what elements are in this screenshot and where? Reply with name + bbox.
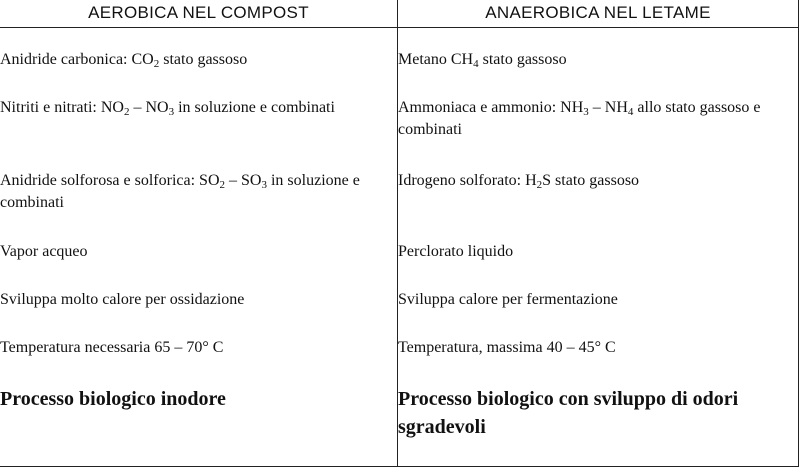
cell-text: Idrogeno solforato: H	[398, 172, 537, 189]
cell-text: Sviluppa molto calore per ossidazione	[0, 291, 245, 308]
cell-text: Anidride carbonica: CO	[0, 51, 154, 68]
cell-text: stato gassoso	[478, 51, 567, 68]
cell-text: Vapor acqueo	[0, 243, 88, 260]
cell-text: Processo biologico inodore	[0, 388, 226, 410]
column-header-aerobic: AEROBICA NEL COMPOST	[88, 3, 309, 22]
column-aerobic	[0, 0, 397, 467]
cell-text: Temperatura necessaria 65 – 70° C	[0, 339, 224, 356]
cell-text: Sviluppa calore per fermentazione	[398, 291, 618, 308]
subscript: 4	[473, 58, 479, 70]
column-header-anaerobic: ANAEROBICA NEL LETAME	[485, 3, 711, 22]
cell-text: Processo biologico con sviluppo di odori sgradevoli	[398, 388, 739, 438]
subscript: 2	[219, 179, 226, 191]
table-cell	[0, 289, 390, 311]
subscript: 3	[168, 106, 175, 118]
table-cell	[0, 241, 390, 263]
cell-text: stato gassoso	[159, 51, 248, 68]
subscript: 2	[153, 58, 160, 70]
table-cell	[0, 97, 390, 119]
table-cell	[398, 337, 783, 359]
table-cell	[0, 170, 390, 214]
cell-text: in soluzione e combinati	[0, 172, 360, 211]
cell-text: in soluzione e combinati	[174, 99, 335, 116]
cell-text: S stato gassoso	[542, 172, 640, 189]
subscript: 2	[123, 106, 130, 118]
table-cell	[398, 241, 783, 263]
cell-text: Ammoniaca e ammonio: NH	[398, 99, 584, 116]
cell-text: – SO	[225, 172, 262, 189]
table-cell	[398, 289, 783, 311]
table-cell	[398, 170, 783, 192]
cell-text: – NO	[129, 99, 169, 116]
cell-text: – NH	[588, 99, 628, 116]
cell-text: Nitriti e nitrati: NO	[0, 99, 124, 116]
cell-text: allo stato gassoso e combinati	[398, 99, 761, 138]
cell-text: Perclorato liquido	[398, 243, 514, 260]
table-cell	[0, 49, 390, 71]
cell-text: Temperatura, massima 40 – 45° C	[398, 339, 616, 356]
subscript: 4	[627, 106, 634, 118]
subscript: 3	[583, 106, 589, 118]
table-cell	[398, 97, 783, 141]
cell-text: Metano CH	[398, 51, 474, 68]
subscript: 2	[536, 179, 543, 191]
column-anaerobic	[398, 0, 798, 467]
table-cell	[0, 337, 390, 359]
subscript: 3	[261, 179, 267, 191]
cell-text: Anidride solforosa e solforica: SO	[0, 172, 220, 189]
table-cell	[398, 385, 783, 441]
table-cell	[0, 385, 390, 413]
table-cell	[398, 49, 783, 71]
